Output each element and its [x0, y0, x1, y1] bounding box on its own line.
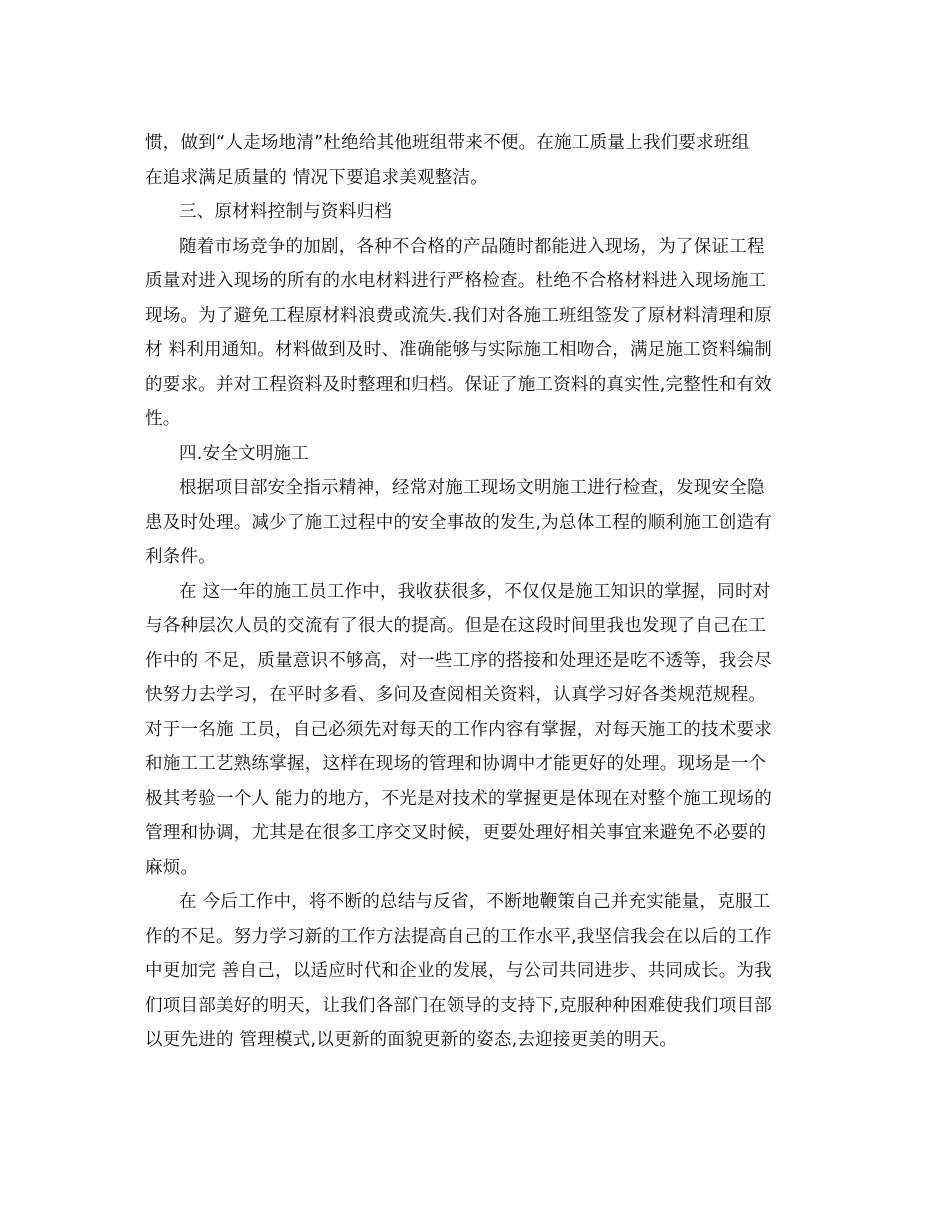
text-line: 对于一名施 工员，自己必须先对每天的工作内容有掌握，对每天施工的技术要求: [145, 719, 773, 740]
section-heading: 四.安全文明施工: [179, 443, 310, 464]
text-line: 材 料利用通知。材料做到及时、准确能够与实际施工相吻合，满足施工资料编制: [145, 340, 773, 360]
text-line: 快努力去学习，在平时多看、多问及查阅相关资料，认真学习好各类规范规程。: [145, 685, 767, 705]
text-line: 在 这一年的施工员工作中，我收获很多，不仅仅是施工知识的掌握，同时对: [179, 581, 771, 602]
text-line: 性。: [145, 409, 181, 429]
text-line: 管理和协调，尤其是在很多工序交叉时候，更要处理好相关事宜来避免不必要的: [145, 823, 767, 843]
text-line: 和施工工艺熟练掌握，这样在现场的管理和协调中才能更好的处理。现场是一个: [145, 754, 767, 774]
text-line: 作中的 不足，质量意识不够高，对一些工序的搭接和处理还是吃不透等，我会尽: [145, 650, 773, 671]
text-line: 利条件。: [145, 547, 216, 567]
text-line: 极其考验一个人 能力的地方，不光是对技术的掌握更是体现在对整个施工现场的: [145, 788, 773, 809]
text-line: 随着市场竞争的加剧，各种不合格的产品随时都能进入现场，为了保证工程: [179, 236, 765, 257]
text-line: 质量对进入现场的所有的水电材料进行严格检查。杜绝不合格材料进入现场施工: [145, 271, 767, 291]
text-line: 们项目部美好的明天，让我们各部门在领导的支持下,克服种种困难使我们项目部: [145, 995, 773, 1016]
text-line: 的要求。并对工程资料及时整理和归档。保证了施工资料的真实性,完整性和有效: [145, 374, 773, 395]
text-line: 现场。为了避免工程原材料浪费或流失.我们对各施工班组签发了原材料清理和原: [145, 305, 773, 326]
text-line: 以更先进的 管理模式,以更新的面貌更新的姿态,去迎接更美的明天。: [145, 1030, 678, 1050]
document-body: [145, 126, 807, 1058]
text-line: 作的不足。努力学习新的工作方法提高自己的工作水平,我坚信我会在以后的工作: [145, 926, 773, 947]
text-line: 患及时处理。减少了施工过程中的安全事故的发生,为总体工程的顺利施工创造有: [145, 512, 773, 533]
section-heading: 三、原材料控制与资料归档: [179, 202, 392, 222]
text-line: 在追求满足质量的 情况下要追求美观整洁。: [145, 167, 489, 188]
text-line: 根据项目部安全指示精神，经常对施工现场文明施工进行检查，发现安全隐: [179, 478, 765, 498]
text-line: 麻烦。: [145, 857, 199, 878]
text-line: 中更加完 善自己，以适应时代和企业的发展，与公司共同进步、共同成长。为我: [145, 961, 773, 981]
text-line: 与各种层次人员的交流有了很大的提高。但是在这段时间里我也发现了自己在工: [145, 616, 767, 636]
text-line: 惯，做到“人走场地清”杜绝给其他班组带来不便。在施工质量上我们要求班组: [145, 133, 750, 153]
text-line: 在 今后工作中，将不断的总结与反省，不断地鞭策自己并充实能量，克服工: [179, 892, 771, 912]
